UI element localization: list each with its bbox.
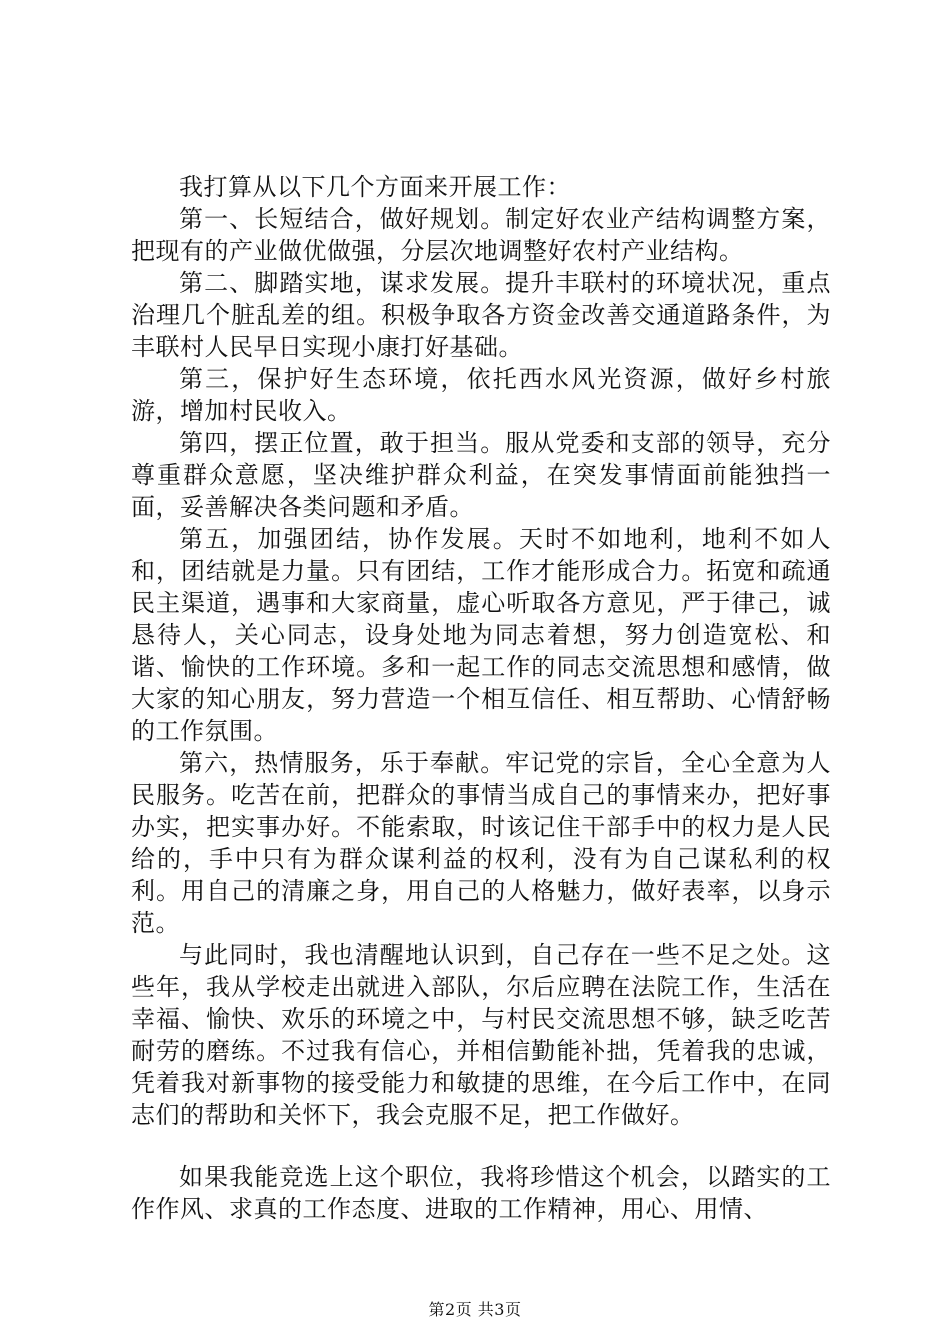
page-footer — [0, 1300, 950, 1320]
paragraph-shortcomings: 与此同时，我也清醒地认识到，自己存在一些不足之处。这些年，我从学校走出就进入部队，尔后应聘在法院工作，生活在幸福、愉快、欢乐的环境之中，与村民交流思想不够，缺乏吃苦耐劳的磨练。不过我有信心，并相信勤能补拙，凭着我的忠诚，凭着我对新事物的接受能力和敏捷的思维，在今后工作中，在同志们的帮助和关怀下，我会克服不足，把工作做好。 — [131, 941, 831, 1129]
paragraph-point-5: 第五，加强团结，协作发展。天时不如地利，地利不如人和，团结就是力量。只有团结，工作才能形成合力。拓宽和疏通民主渠道，遇事和大家商量，虚心听取各方意见，严于律己，诚恳待人，关心同志，设身处地为同志着想，努力创造宽松、和谐、愉快的工作环境。多和一起工作的同志交流思想和感情，做大家的知心朋友，努力营造一个相互信任、相互帮助、心情舒畅的工作氛围。 — [131, 525, 831, 745]
paragraph-intro: 我打算从以下几个方面来开展工作： — [179, 173, 571, 201]
document-body — [131, 171, 831, 1225]
paragraph-point-3: 第三，保护好生态环境，依托西水风光资源，做好乡村旅游，增加村民收入。 — [131, 365, 831, 425]
paragraph-point-6: 第六，热情服务，乐于奉献。牢记党的宗旨，全心全意为人民服务。吃苦在前，把群众的事情当成自己的事情来办，把好事办实，把实事办好。不能索取，时该记住干部手中的权力是人民给的，手中只有为群众谋利益的权利，没有为自己谋私利的权利。用自己的清廉之身，用自己的人格魅力，做好表率，以身示范。 — [131, 749, 831, 937]
page-number-label: 第2页 共3页 — [428, 1300, 522, 1319]
paragraph-point-1: 第一、长短结合，做好规划。制定好农业产结构调整方案，把现有的产业做优做强，分层次地调整好农村产业结构。 — [131, 205, 831, 265]
paragraph-commitment: 如果我能竞选上这个职位，我将珍惜这个机会，以踏实的工作作风、求真的工作态度、进取的工作精神，用心、用情、 — [131, 1163, 831, 1223]
paragraph-point-2: 第二、脚踏实地，谋求发展。提升丰联村的环境状况，重点治理几个脏乱差的组。积极争取各方资金改善交通道路条件，为丰联村人民早日实现小康打好基础。 — [131, 269, 831, 361]
paragraph-point-4: 第四，摆正位置，敢于担当。服从党委和支部的领导，充分尊重群众意愿，坚决维护群众利益，在突发事情面前能独挡一面，妥善解决各类问题和矛盾。 — [131, 429, 831, 521]
